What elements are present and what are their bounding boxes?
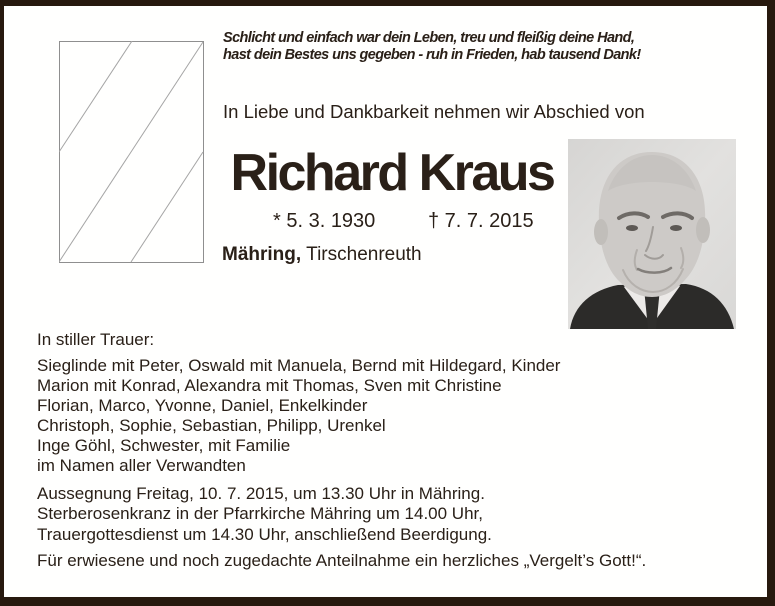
service-line: Sterberosenkranz in der Pfarrkirche Mähring um 14.00 Uhr, <box>37 504 483 524</box>
residence-line <box>222 244 422 266</box>
service-line: Aussegnung Freitag, 10. 7. 2015, um 13.30 Uhr in Mähring. <box>37 484 485 503</box>
birth-date: * 5. 3. 1930 <box>273 210 376 232</box>
mourner-line: Christoph, Sophie, Sebastian, Philipp, Urenkel <box>37 416 386 435</box>
verse-line: Schlicht und einfach war dein Leben, treu und fleißig deine Hand, <box>223 30 635 46</box>
mourner-line: im Namen aller Verwandten <box>37 456 246 475</box>
death-date: † 7. 7. 2015 <box>428 210 534 232</box>
mourner-line: Inge Göhl, Schwester, mit Familie <box>37 436 291 455</box>
residence-town: Mähring, <box>222 244 302 265</box>
farewell-intro: In Liebe und Dankbarkeit nehmen wir Abschied von <box>223 101 645 122</box>
mourner-line: Florian, Marco, Yvonne, Daniel, Enkelkinder <box>37 396 368 415</box>
service-schedule <box>37 484 492 545</box>
portrait-illustration <box>568 139 736 329</box>
verse-line: hast dein Bestes uns gegeben - ruh in Frieden, hab tausend Dank! <box>223 46 641 63</box>
memorial-verse <box>223 30 743 63</box>
mourner-line: Marion mit Konrad, Alexandra mit Thomas, Sven mit Christine <box>37 376 502 395</box>
image-placeholder <box>59 41 204 263</box>
portrait-photo <box>568 139 736 329</box>
service-line: Trauergottesdienst um 14.30 Uhr, anschließend Beerdigung. <box>37 524 492 544</box>
diagonal-lines-icon <box>59 41 204 263</box>
residence-district: Tirschenreuth <box>306 244 422 265</box>
closing-thanks: Für erwiesene und noch zugedachte Anteilnahme ein herzliches „Vergelt’s Gott!“. <box>37 551 647 570</box>
deceased-name: Richard Kraus <box>230 144 554 202</box>
mourners-list <box>37 356 560 476</box>
mourning-header: In stiller Trauer: <box>37 330 155 349</box>
mourner-line: Sieglinde mit Peter, Oswald mit Manuela, Bernd mit Hildegard, Kinder <box>37 356 561 375</box>
